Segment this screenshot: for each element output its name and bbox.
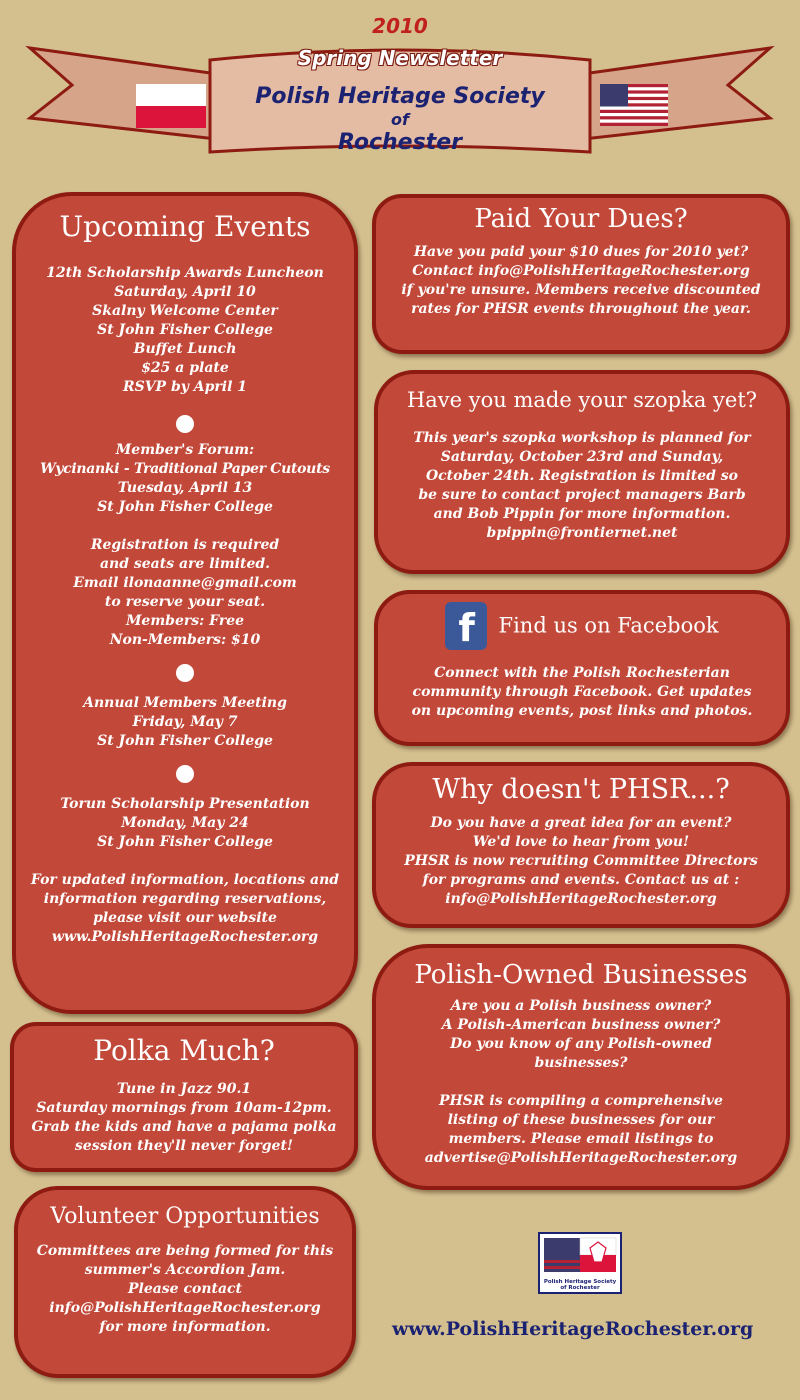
event-1-line: St John Fisher College xyxy=(97,321,273,338)
szopka-line: and Bob Pippin for more information. xyxy=(433,506,731,523)
event-1-line: Skalny Welcome Center xyxy=(92,302,278,319)
facebook-title[interactable]: Find us on Facebook xyxy=(498,613,719,638)
event-2-note-line: Registration is required xyxy=(90,536,280,553)
business-line: businesses? xyxy=(534,1055,628,1072)
newsletter-year: 2010 xyxy=(372,14,428,38)
upcoming-footer-line: For updated information, locations and xyxy=(30,871,340,888)
polish-flag-icon xyxy=(136,84,206,128)
us-flag-icon xyxy=(600,84,668,126)
upcoming-events-title: Upcoming Events xyxy=(59,210,311,243)
event-4-line: Monday, May 24 xyxy=(121,814,249,831)
event-2-line: Wycinanki - Traditional Paper Cutouts xyxy=(40,460,330,477)
logo-emblem-icon xyxy=(540,1236,620,1282)
bullet-dot xyxy=(176,415,194,433)
business-title: Polish-Owned Businesses xyxy=(414,960,748,990)
why-line: for programs and events. Contact us at : xyxy=(422,872,740,889)
event-3-line: Annual Members Meeting xyxy=(83,694,287,711)
polka-text xyxy=(14,1080,354,1156)
dues-panel xyxy=(372,194,790,354)
event-1-line: 12th Scholarship Awards Luncheon xyxy=(46,264,324,281)
facebook-panel xyxy=(374,590,790,746)
facebook-text xyxy=(378,664,786,721)
event-2-line: Tuesday, April 13 xyxy=(117,479,253,496)
event-2-note-line: to reserve your seat. xyxy=(104,593,266,610)
volunteer-email-link[interactable]: info@PolishHeritageRochester.org xyxy=(49,1300,321,1317)
szopka-line: be sure to contact project managers Barb xyxy=(418,487,746,504)
dues-line: Have you paid your $10 dues for 2010 yet? xyxy=(413,244,749,261)
facebook-header[interactable] xyxy=(378,602,786,654)
event-2-note-line: and seats are limited. xyxy=(99,555,271,572)
event-4-line: St John Fisher College xyxy=(97,833,273,850)
event-1-line: RSVP by April 1 xyxy=(122,378,248,395)
event-1-line: $25 a plate xyxy=(141,359,229,376)
volunteer-panel xyxy=(14,1186,356,1378)
event-2-line: St John Fisher College xyxy=(97,498,273,515)
org-name-city: Rochester xyxy=(338,130,462,155)
polka-line: Grab the kids and have a pajama polka xyxy=(31,1118,337,1135)
bullet-dot xyxy=(176,664,194,682)
event-2-note-line: Email ilonaanne@gmail.com xyxy=(73,574,297,591)
dues-line: Contact info@PolishHeritageRochester.org xyxy=(412,263,750,280)
polka-line: session they'll never forget! xyxy=(74,1137,294,1154)
business-line: members. Please email listings to xyxy=(448,1131,714,1148)
szopka-line: Saturday, October 23rd and Sunday, xyxy=(440,449,724,466)
volunteer-line: Please contact xyxy=(127,1281,243,1298)
business-line: A Polish-American business owner? xyxy=(441,1017,721,1034)
polka-line: Tune in Jazz 90.1 xyxy=(116,1080,252,1097)
website-link[interactable]: www.PolishHeritageRochester.org xyxy=(392,1318,754,1340)
society-logo xyxy=(538,1232,622,1294)
business-text xyxy=(376,997,786,1168)
business-line: PHSR is compiling a comprehensive xyxy=(439,1093,723,1110)
polka-line: Saturday mornings from 10am-12pm. xyxy=(36,1099,332,1116)
why-title: Why doesn't PHSR...? xyxy=(432,774,730,805)
upcoming-footer-line: please visit our website xyxy=(93,909,277,926)
szopka-text xyxy=(378,429,786,543)
event-3-line: Friday, May 7 xyxy=(132,713,238,730)
dues-line: if you're unsure. Members receive discounted xyxy=(401,282,761,299)
volunteer-title: Volunteer Opportunities xyxy=(50,1204,320,1229)
why-line: We'd love to hear from you! xyxy=(472,834,690,851)
why-email-link[interactable]: info@PolishHeritageRochester.org xyxy=(445,891,717,908)
event-1-line: Saturday, April 10 xyxy=(114,283,256,300)
upcoming-events-panel xyxy=(12,192,358,1014)
event-2-note-line: Members: Free xyxy=(125,612,245,629)
facebook-line: on upcoming events, post links and photos. xyxy=(411,703,753,719)
logo-caption-line: Polish Heritage Society xyxy=(543,1279,617,1285)
szopka-line: October 24th. Registration is limited so xyxy=(425,468,739,485)
polka-title: Polka Much? xyxy=(93,1034,275,1067)
dues-line: rates for PHSR events throughout the year. xyxy=(411,301,751,318)
dues-text xyxy=(376,243,786,319)
bullet-dot xyxy=(176,765,194,783)
logo-caption xyxy=(540,1279,620,1291)
facebook-icon[interactable]: f xyxy=(445,602,487,650)
why-panel xyxy=(372,762,790,928)
upcoming-events-list xyxy=(16,264,354,947)
why-text xyxy=(376,814,786,909)
business-line: listing of these businesses for our xyxy=(447,1112,715,1129)
volunteer-line: summer's Accordion Jam. xyxy=(84,1262,286,1279)
org-name: Polish Heritage Society xyxy=(255,84,545,109)
volunteer-line: Committees are being formed for this xyxy=(36,1243,334,1260)
business-email-link[interactable]: advertise@PolishHeritageRochester.org xyxy=(424,1150,738,1167)
logo-caption-line: of Rochester xyxy=(560,1285,600,1291)
newsletter-edition: Spring Newsletter xyxy=(297,46,503,70)
event-4-line: Torun Scholarship Presentation xyxy=(60,795,310,812)
dues-title: Paid Your Dues? xyxy=(474,204,688,234)
volunteer-text xyxy=(18,1242,352,1337)
szopka-email-link[interactable]: bpippin@frontiernet.net xyxy=(486,525,678,542)
why-line: PHSR is now recruiting Committee Directors xyxy=(404,853,758,870)
event-2-note-line: Non-Members: $10 xyxy=(109,631,261,648)
event-1-line: Buffet Lunch xyxy=(133,340,237,357)
volunteer-line: for more information. xyxy=(99,1319,271,1336)
facebook-line: Connect with the Polish Rochesterian xyxy=(434,665,730,681)
business-line: Do you know of any Polish-owned xyxy=(450,1036,712,1053)
szopka-panel xyxy=(374,370,790,574)
szopka-line: This year's szopka workshop is planned for xyxy=(413,430,751,447)
event-2-line: Member's Forum: xyxy=(115,441,255,458)
facebook-line: community through Facebook. Get updates xyxy=(412,684,752,700)
szopka-title: Have you made your szopka yet? xyxy=(406,388,758,412)
org-name-of: of xyxy=(391,110,409,129)
business-line: Are you a Polish business owner? xyxy=(450,998,712,1015)
business-panel xyxy=(372,944,790,1190)
polka-panel xyxy=(10,1022,358,1172)
why-line: Do you have a great idea for an event? xyxy=(430,815,732,832)
event-3-line: St John Fisher College xyxy=(97,732,273,749)
upcoming-website-link[interactable]: www.PolishHeritageRochester.org xyxy=(51,928,319,945)
upcoming-footer-line: information regarding reservations, xyxy=(43,890,327,907)
